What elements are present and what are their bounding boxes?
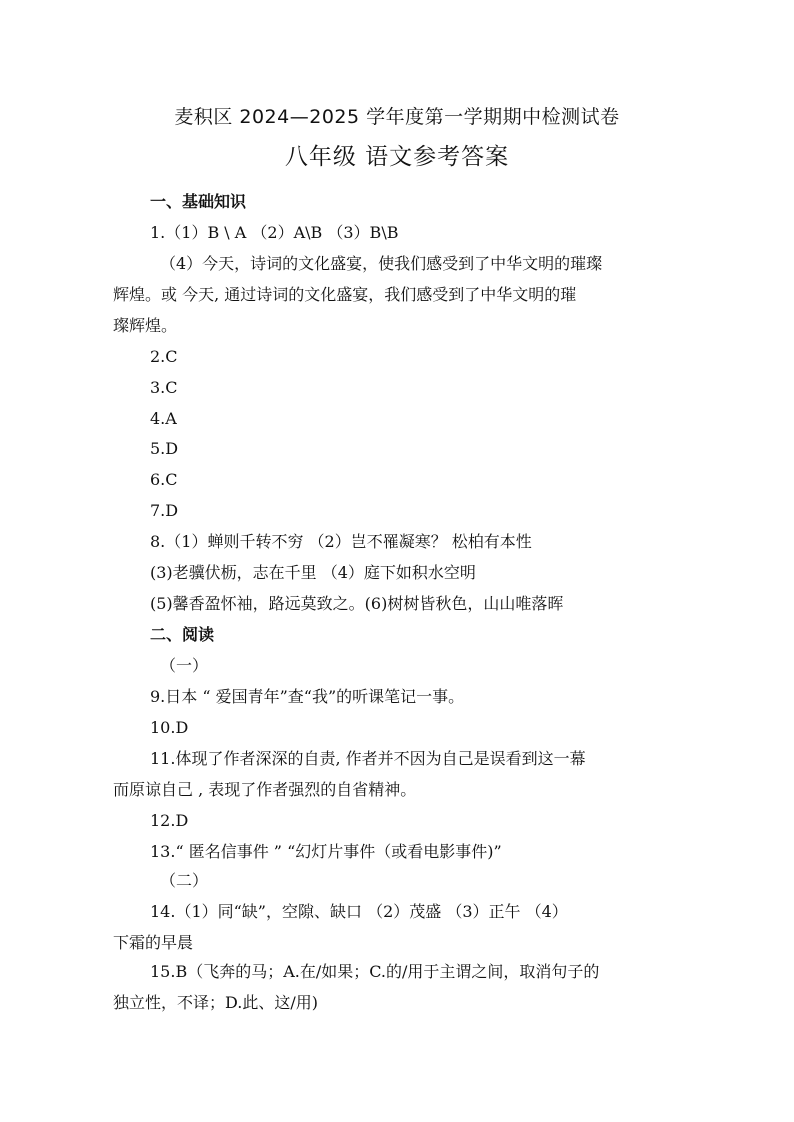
answer-14-line-2: 下霜的早晨 (113, 933, 194, 952)
answer-8-line-3: (5)馨香盈怀袖，路远莫致之。(6)树树皆秋色，山山唯落晖 (150, 594, 564, 613)
answer-11-line-2: 而原谅自己 , 表现了作者强烈的自省精神。 (113, 780, 417, 799)
answer-7: 7.D (150, 501, 179, 520)
section-basic-heading: 一、基础知识 (150, 192, 247, 211)
answer-key-subtitle: 八年级 语文参考答案 (284, 144, 510, 170)
answer-8-line-1: 8.（1）蝉则千转不穷 （2）岂不罹凝寒？ 松柏有本性 (150, 532, 532, 551)
answer-1-part-4-line-3: 璨辉煌。 (113, 316, 178, 335)
answer-1-part-4-line-2: 辉煌。或 今天, 通过诗词的文化盛宴，我们感受到了中华文明的璀 (113, 285, 577, 304)
answer-2: 2.C (150, 347, 178, 366)
answer-6: 6.C (150, 470, 178, 489)
answer-8-line-2: (3)老骥伏枥，志在千里 （4）庭下如积水空明 (150, 563, 476, 582)
answer-15-line-1: 15.B（飞奔的马；A.在/如果；C.的/用于主谓之间，取消句子的 (150, 962, 600, 981)
answer-4: 4.A (150, 409, 177, 428)
reading-part-2-label: （二） (160, 871, 209, 890)
answer-12: 12.D (150, 811, 189, 830)
answer-15-line-2: 独立性，不译；D.此、这/用) (113, 993, 318, 1012)
answer-10: 10.D (150, 718, 189, 737)
answer-13: 13.“ 匿名信事件 ” “幻灯片事件（或看电影事件)” (150, 842, 502, 861)
answer-1-part-4-line-1: （4）今天，诗词的文化盛宴，使我们感受到了中华文明的璀璨 (160, 254, 603, 273)
answer-14-line-1: 14.（1）同“缺”，空隙、缺口 （2）茂盛 （3）正午 （4） (150, 902, 568, 921)
answer-9: 9.日本 “ 爱国青年”查“我”的听课笔记一事。 (150, 687, 465, 706)
section-reading-heading: 二、阅读 (150, 625, 215, 644)
answer-11-line-1: 11.体现了作者深深的自责, 作者并不因为自己是误看到这一幕 (150, 749, 586, 768)
answer-1: 1.（1）B \ A （2）A\B （3）B\B (150, 223, 399, 242)
answer-5: 5.D (150, 439, 179, 458)
reading-part-1-label: （一） (160, 656, 209, 675)
exam-title: 麦积区 2024—2025 学年度第一学期期中检测试卷 (174, 106, 620, 128)
answer-3: 3.C (150, 378, 178, 397)
